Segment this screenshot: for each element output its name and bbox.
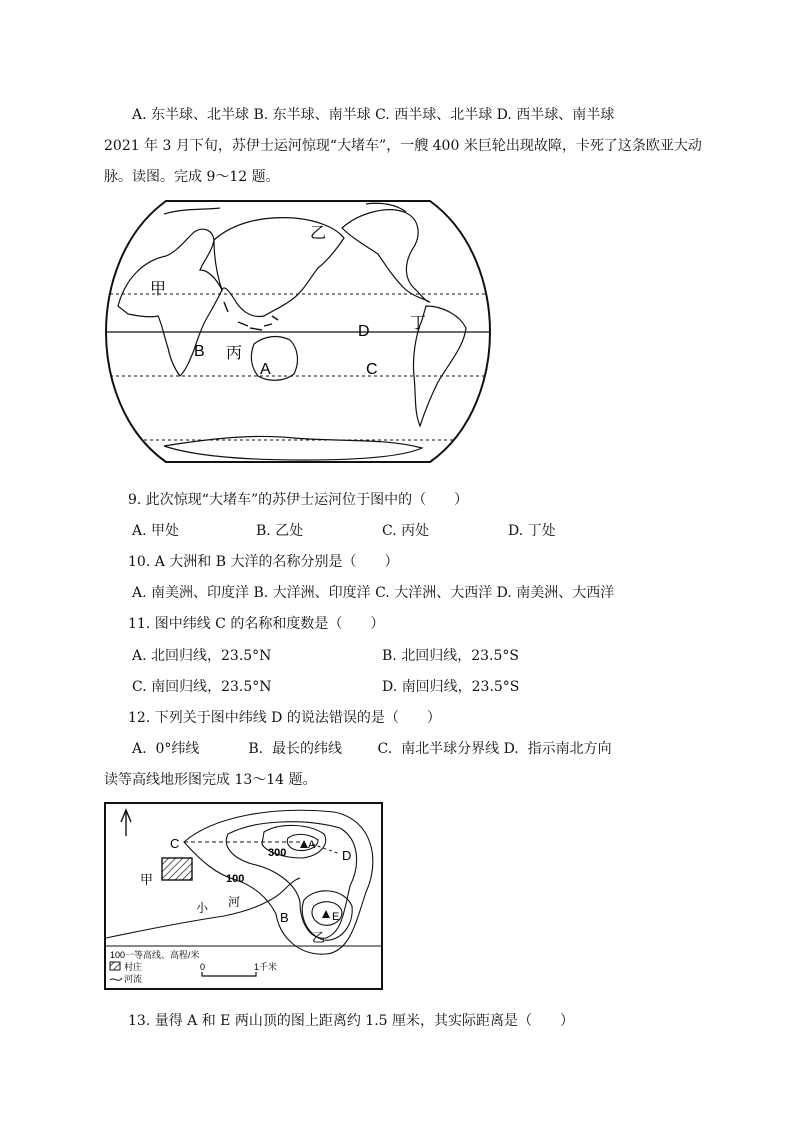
q11-option-c: C. 南回归线，23.5°N bbox=[132, 679, 272, 695]
contour-label-A: A bbox=[308, 839, 316, 851]
q10-stem: 10. A 大洲和 B 大洋的名称分别是（ ） bbox=[128, 554, 399, 570]
river-label-1: 小 bbox=[196, 901, 209, 915]
intro-line-2: 脉。读图。完成 9～12 题。 bbox=[104, 169, 280, 185]
q8-options: A. 东半球、北半球 B. 东半球、南半球 C. 西半球、北半球 D. 西半球、南半球 bbox=[132, 107, 615, 123]
legend-contour: 100一等高线、高程/米 bbox=[110, 950, 200, 960]
scale-0: 0 bbox=[200, 962, 206, 972]
q12-options: A. 0°纬线 B. 最长的纬线 C. 南北半球分界线 D. 指示南北方向 bbox=[132, 741, 612, 757]
contour-label-E: E bbox=[332, 911, 340, 923]
map-label-D: D bbox=[358, 323, 370, 340]
legend-village: 村庄 bbox=[124, 962, 143, 972]
village-icon bbox=[162, 858, 192, 880]
q9-stem: 9. 此次惊现“大堵车”的苏伊士运河位于图中的（ ） bbox=[128, 492, 469, 508]
q9-option-b: B. 乙处 bbox=[256, 523, 304, 539]
q9-option-a: A. 甲处 bbox=[132, 523, 180, 539]
contour-label-100: 100 bbox=[226, 873, 245, 885]
map-label-B: B bbox=[194, 343, 205, 360]
contour-label-B: B bbox=[280, 910, 289, 925]
q13-stem: 13. 量得 A 和 E 两山顶的图上距离约 1.5 厘米，其实际距离是（ ） bbox=[128, 1013, 575, 1029]
map-label-C: C bbox=[366, 361, 378, 378]
contour-label-300: 300 bbox=[268, 847, 287, 859]
map-label-jia: 甲 bbox=[150, 281, 167, 298]
contour-label-jia: 甲 bbox=[140, 872, 154, 887]
q9-option-c: C. 丙处 bbox=[382, 523, 430, 539]
map-label-bing: 丙 bbox=[226, 345, 243, 362]
contour-label-D: D bbox=[342, 848, 352, 863]
intro2: 读等高线地形图完成 13～14 题。 bbox=[104, 772, 317, 788]
contour-map bbox=[104, 802, 384, 992]
q11-option-a: A. 北回归线，23.5°N bbox=[132, 648, 272, 664]
q11-stem: 11. 图中纬线 C 的名称和度数是（ ） bbox=[128, 616, 385, 632]
map-label-yi: 乙 bbox=[310, 225, 327, 242]
legend-village-icon bbox=[110, 962, 120, 970]
contour-label-C: C bbox=[170, 836, 180, 851]
map-label-ding: 丁 bbox=[410, 315, 427, 332]
intro-line-1: 2021 年 3 月下旬，苏伊士运河惊现“大堵车”，一艘 400 米巨轮出现故障，卡死了这条欧亚大动 bbox=[104, 138, 702, 154]
q10-options: A. 南美洲、印度洋 B. 大洋洲、印度洋 C. 大洋洲、大西洋 D. 南美洲、大西洋 bbox=[132, 585, 615, 601]
q12-stem: 12. 下列关于图中纬线 D 的说法错误的是（ ） bbox=[128, 710, 441, 726]
world-map bbox=[104, 198, 492, 466]
scale-1km: 1千米 bbox=[254, 962, 278, 972]
contour-label-yi: 乙 bbox=[312, 930, 326, 945]
q11-option-b: B. 北回归线，23.5°S bbox=[382, 648, 519, 664]
map-label-A: A bbox=[260, 361, 271, 378]
q9-option-d: D. 丁处 bbox=[508, 523, 556, 539]
river-label-2: 河 bbox=[228, 895, 241, 909]
legend-river: 河流 bbox=[124, 974, 143, 984]
q11-option-d: D. 南回归线，23.5°S bbox=[382, 679, 520, 695]
